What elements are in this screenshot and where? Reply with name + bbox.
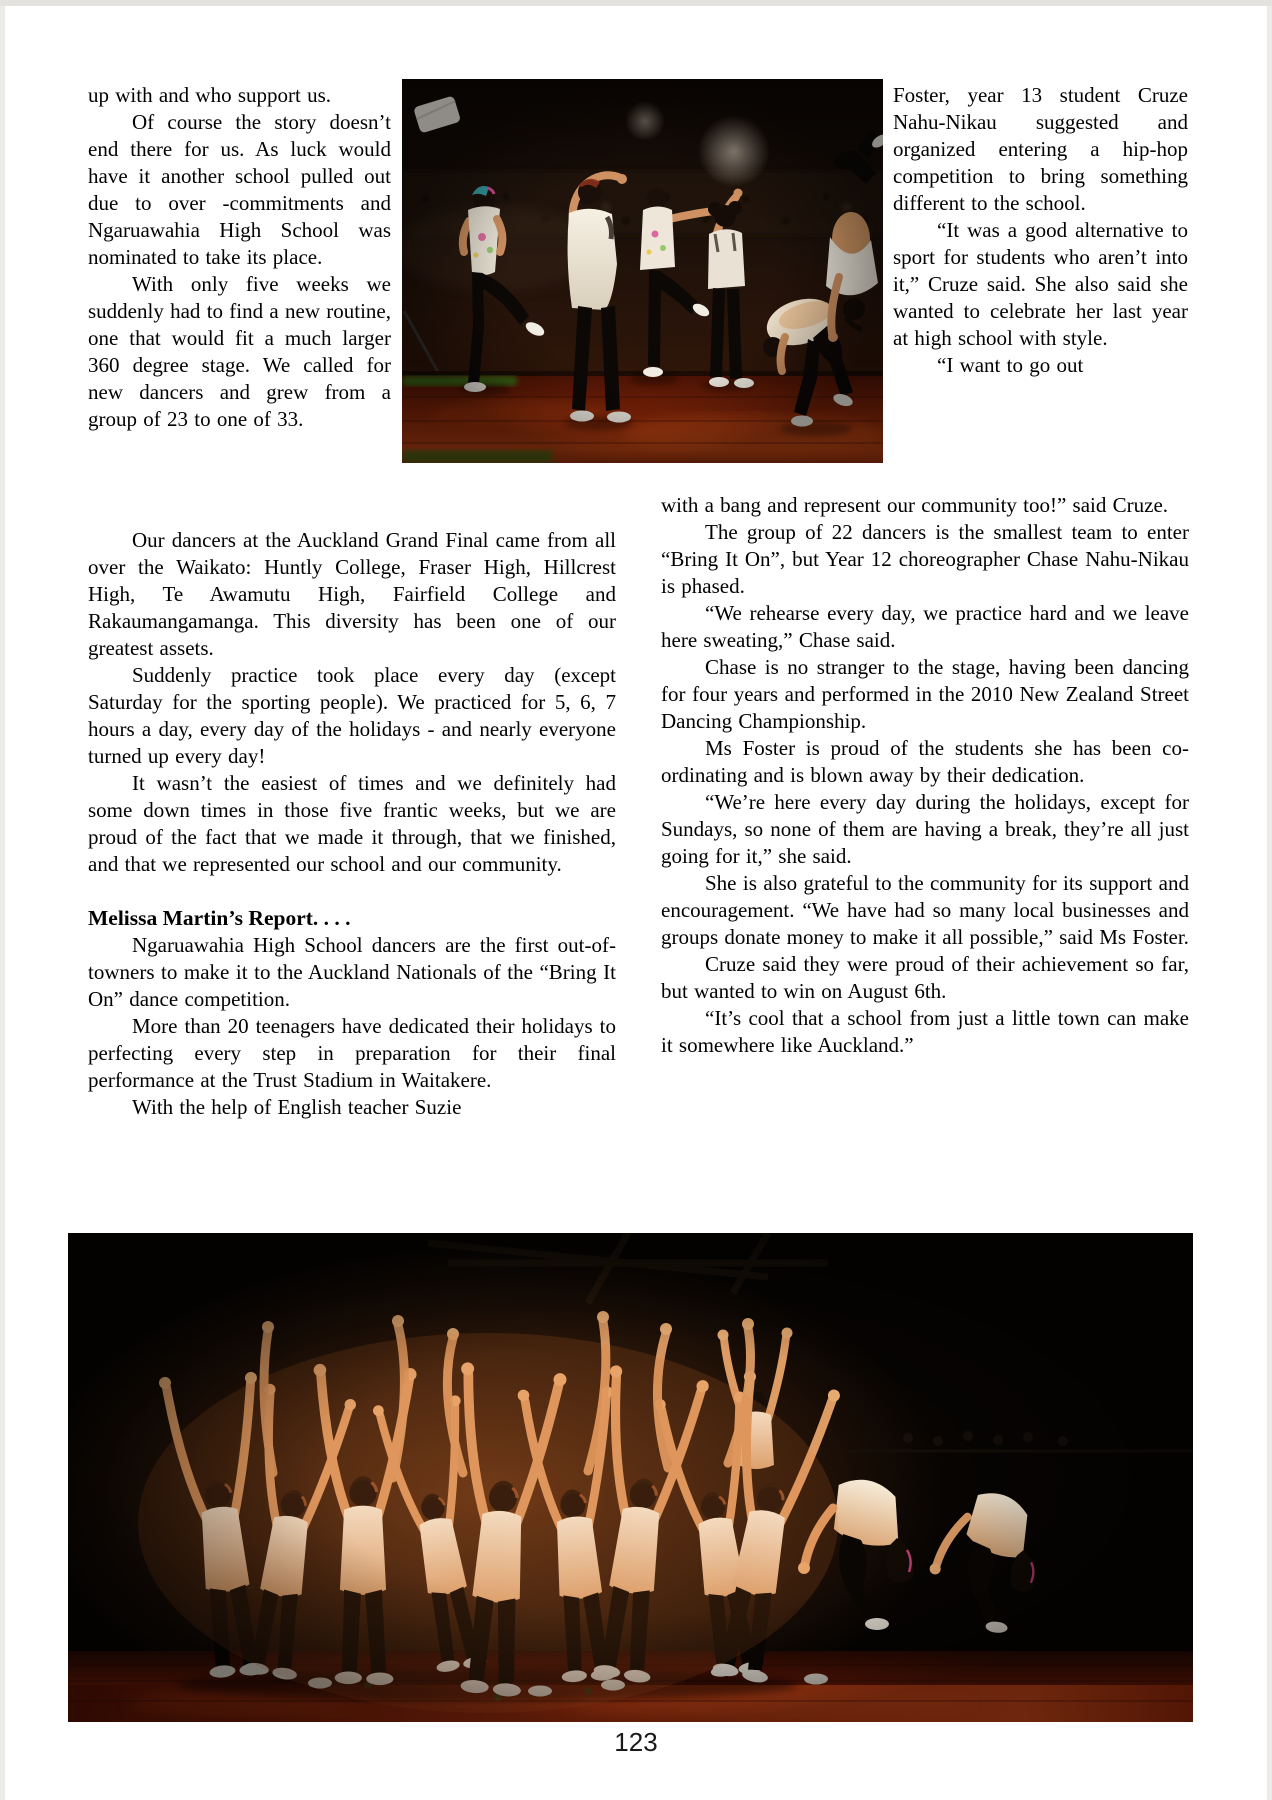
stage-photo-bottom-graphic [68, 1233, 1193, 1722]
paragraph: “I want to go out [937, 353, 1084, 377]
paragraph: More than 20 teenagers have dedicated their holidays to perfecting every step in preparation for their final performance at the Trust Stadium in Waitakere. [88, 1014, 616, 1092]
paragraph: She is also grateful to the community for its support and encouragement. “We have had so many local businesses and groups donate money to make it all possible,” said Ms Foster. [661, 871, 1189, 949]
paragraph: up with and who support us. [88, 83, 331, 107]
paragraph: Of course the story doesn’t end there for us. As luck would have it another school pulled out due to over -commitments and Ngaruawahia High School was nominated to take its place. [88, 110, 391, 269]
paragraph: “It was a good alternative to sport for students who aren’t into it,” Cruze said. She also said she wanted to celebrate her last year at high school with style. [893, 218, 1188, 350]
column-left-top [88, 82, 391, 433]
stage-photo-bottom [68, 1233, 1193, 1722]
column-right-top [893, 82, 1188, 379]
paragraph: “We’re here every day during the holidays, except for Sundays, so none of them are having a break, they’re all just going for it,” she said. [661, 790, 1189, 868]
paragraph: Our dancers at the Auckland Grand Final came from all over the Waikato: Huntly College, Fraser High, Hillcrest High, Te Awamutu High, Fairfield College and Rakaumangamanga. This diversity has been one of our greatest assets. [88, 528, 616, 660]
paragraph: With the help of English teacher Suzie [132, 1095, 462, 1119]
paragraph: “It’s cool that a school from just a little town can make it somewhere like Auckland.” [661, 1006, 1189, 1057]
stage-photo-top-graphic [402, 79, 883, 463]
paragraph: Ms Foster is proud of the students she has been co-ordinating and is blown away by their dedication. [661, 736, 1189, 787]
paragraph: Chase is no stranger to the stage, having been dancing for four years and performed in the 2010 New Zealand Street Dancing Championship. [661, 655, 1189, 733]
paragraph: Cruze said they were proud of their achievement so far, but wanted to win on August 6th. [661, 952, 1189, 1003]
paragraph: with a bang and represent our community too!” said Cruze. [661, 493, 1169, 517]
stage-photo-top [402, 79, 883, 463]
paragraph: It wasn’t the easiest of times and we definitely had some down times in those five frantic weeks, but we are proud of the fact that we made it through, that we finished, and that we represented our school and our community. [88, 771, 616, 876]
page-number: 123 [614, 1727, 658, 1757]
paragraph: The group of 22 dancers is the smallest team to enter “Bring It On”, but Year 12 choreographer Chase Nahu-Nikau is phased. [661, 520, 1189, 598]
column-left-bottom [88, 527, 616, 1121]
column-right-bottom [661, 492, 1189, 1059]
paragraph: Foster, year 13 student Cruze Nahu-Nikau suggested and organized entering a hip-hop competition to bring something different to the school. [893, 83, 1188, 215]
report-heading: Melissa Martin’s Report. . . . [88, 906, 351, 930]
paragraph: With only five weeks we suddenly had to find a new routine, one that would fit a much larger 360 degree stage. We called for new dancers and grew from a group of 23 to one of 33. [88, 272, 391, 431]
paragraph: “We rehearse every day, we practice hard and we leave here sweating,” Chase said. [661, 601, 1189, 652]
paragraph: Suddenly practice took place every day (except Saturday for the sporting people). We practiced for 5, 6, 7 hours a day, every day of the holidays - and nearly everyone turned up every day! [88, 663, 616, 768]
paragraph: Ngaruawahia High School dancers are the first out-of-towners to make it to the Auckland Nationals of the “Bring It On” dance competition. [88, 933, 616, 1011]
